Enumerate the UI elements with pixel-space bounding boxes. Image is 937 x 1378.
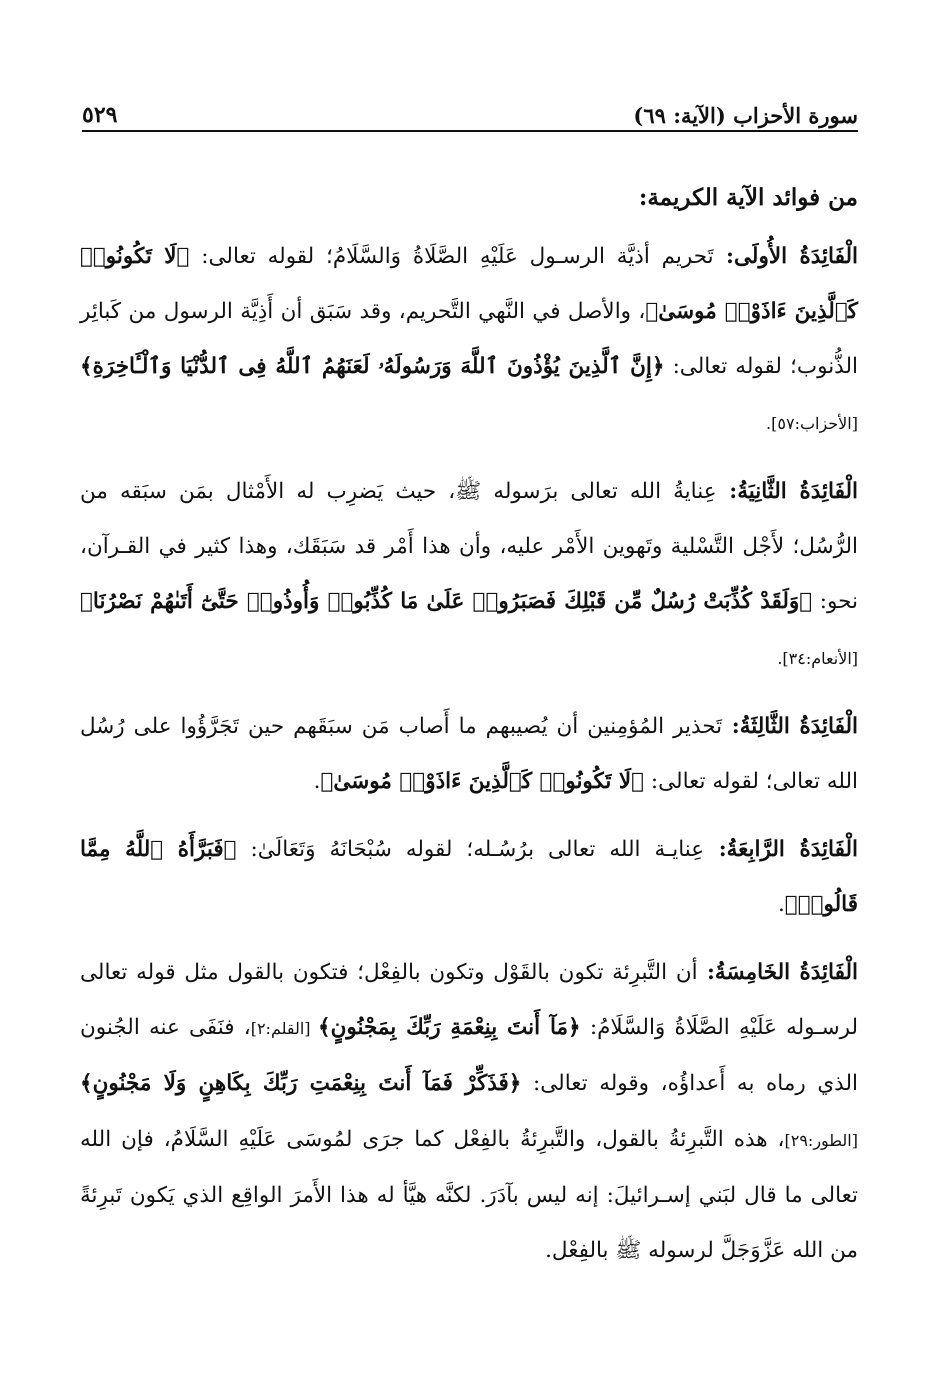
verse-reference: [القلم:٢] xyxy=(250,1019,318,1038)
quran-verse: ﴿لَا تَكُونُوا۟ كَٱلَّذِينَ ءَاذَوْا۟ مُوسَىٰ﴾ xyxy=(80,244,858,324)
quran-verse: ﴿فَبَرَّأَهُ ٱللَّهُ مِمَّا قَالُوا۟﴾ xyxy=(80,837,858,917)
benefit-label: الْفَائِدَةُ الرَّابِعَةُ: xyxy=(704,837,858,862)
quran-verse: ﴿فَذَكِّرْ فَمَآ أَنتَ بِنِعْمَتِ رَبِّكَ بِكَاهِنٍ وَلَا مَجْنُونٍ﴾ xyxy=(80,1071,522,1096)
quran-verse: ﴿مَآ أَنتَ بِنِعْمَةِ رَبِّكَ بِمَجْنُونٍ﴾ xyxy=(317,1015,581,1040)
section-heading: من فوائد الآية الكريمة: xyxy=(638,184,858,211)
benefit-label: الْفَائِدَةُ الأُولَى: xyxy=(713,244,858,269)
benefit-paragraph xyxy=(80,945,858,1278)
paragraph-text: . xyxy=(777,892,785,917)
quran-verse: ﴿إِنَّ ٱلَّذِينَ يُؤْذُونَ ٱللَّهَ وَرَسُولَهُۥ لَعَنَهُمُ ٱللَّهُ فِى ٱلدُّنْيَا وَٱلْـَٔاخِرَةِ﴾ xyxy=(80,354,665,379)
paragraph-text: . xyxy=(313,769,321,794)
page-header xyxy=(82,88,858,128)
benefit-paragraph xyxy=(80,699,858,809)
quran-verse: ﴿وَلَقَدْ كُذِّبَتْ رُسُلٌ مِّن قَبْلِكَ فَصَبَرُوا۟ عَلَىٰ مَا كُذِّبُوا۟ وَأُوذُوا۟ حَتَّىٰٓ أَتَىٰهُمْ نَصْرُنَا﴾ xyxy=(80,589,813,614)
paragraph-text: تَحذير المُؤمِنين أن يُصيبهم ما أَصاب مَن سبَقَهم حين تَجَرَّؤُوا على رُسُل الله تعالى؛ لقوله تعالى: xyxy=(80,714,858,794)
running-title: سورة الأحزاب (الآية: ٦٩) xyxy=(633,103,858,128)
benefit-paragraph xyxy=(80,229,858,451)
page-number: ٥٢٩ xyxy=(82,102,118,128)
paragraph-text: ، والأصل في النَّهي التَّحريم، وقد سَبَق أن أَذِيَّة الرسول من كَبائِر الذُّنوب؛ لقوله تعالى: xyxy=(80,299,858,379)
paragraph-text: أن التَّبرِئة تكون بالقَوْل وتكون بالفِعْل؛ فتكون بالقول مثل قوله تعالى لرسـوله عَلَيْهِ الصَّلَاةُ وَالسَّلَامُ: xyxy=(80,960,858,1040)
benefit-paragraph xyxy=(80,822,858,932)
benefit-label: الْفَائِدَةُ الثَّالِثَةُ: xyxy=(722,714,858,739)
verse-reference: [الأنعام:٣٤]. xyxy=(777,649,858,668)
paragraph-text: عِنايـة الله تعالى برُسُـله؛ لقوله سُبْحَانَهُ وَتَعَالَىٰ: xyxy=(236,837,705,862)
verse-reference: [الأحزاب:٥٧]. xyxy=(766,414,858,433)
page-body xyxy=(80,170,858,1291)
benefit-label: الْفَائِدَةُ الثَّانِيَةُ: xyxy=(716,479,858,504)
paragraph-text: ، فنَفَى عنه الجُنون الذي رماه به أَعداؤُه، وقوله تعالى: xyxy=(80,1015,858,1096)
paragraph-text: ، هذه التَّبرِئةُ بالقول، والتَّبرِئةُ بالفِعْل كما جرَى لمُوسَى عَلَيْهِ السَّلَامُ، فإن الله تعالى ما قال لبَني إسـرائيلَ: إنه ليس بآدَرَ. لكنَّه هيَّأ له هذا الأَمرَ الواقِع الذي يَكون تَبرِئةً من الله عَزَّوَجَلَّ لرسوله ﷺ بالفِعْل. xyxy=(80,1127,858,1263)
verse-reference: [الطور:٢٩] xyxy=(784,1131,858,1150)
quran-verse: ﴿لَا تَكُونُوا۟ كَٱلَّذِينَ ءَاذَوْا۟ مُوسَىٰ﴾ xyxy=(320,769,645,794)
benefit-label: الْفَائِدَةُ الخَامِسَةُ: xyxy=(697,960,858,985)
paragraph-text: عِنايةُ الله تعالى برَسوله ﷺ، حيث يَضرِب له الأَمْثال بمَن سبَقه من الرُّسُل؛ لأَجْل التَّسْلية وتَهوين الأَمْر عليه، وأن هذا أَمْر قد سَبَقَك، وهذا كثير في القـرآن، نحو: xyxy=(80,479,858,614)
header-rule xyxy=(82,130,858,132)
paragraph-text: تَحريم أذيَّة الرسـول عَلَيْهِ الصَّلَاةُ وَالسَّلَامُ؛ لقوله تعالى: xyxy=(189,244,714,269)
benefit-paragraph xyxy=(80,464,858,686)
